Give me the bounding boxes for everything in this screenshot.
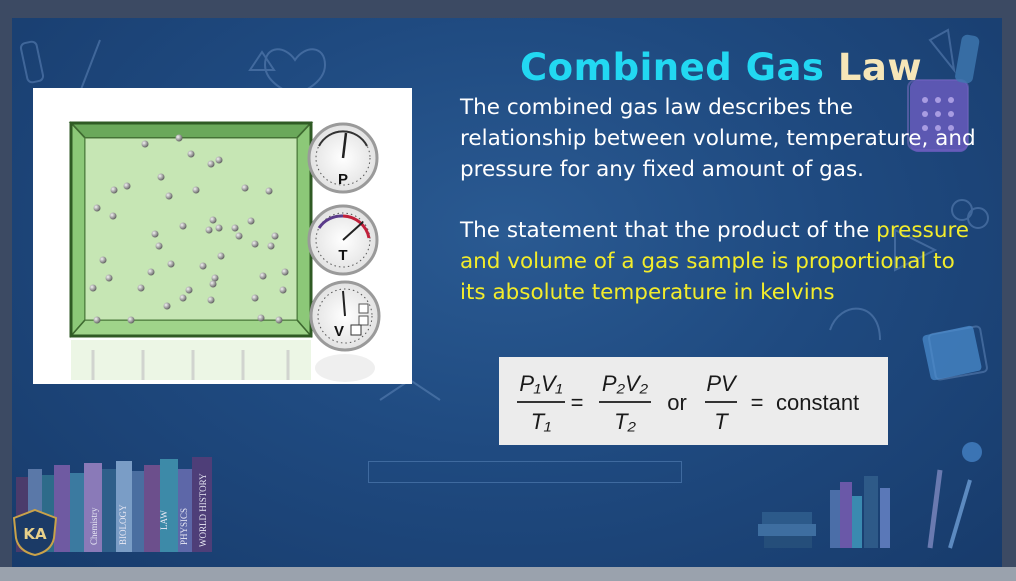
empty-text-box bbox=[368, 461, 682, 483]
paragraph-2 bbox=[460, 215, 980, 308]
book bbox=[132, 471, 144, 552]
eq-rhs-num: PV bbox=[706, 371, 736, 396]
figure-svg bbox=[33, 88, 412, 384]
right-decor bbox=[740, 440, 1002, 555]
volume-gauge bbox=[311, 282, 379, 350]
book bbox=[144, 465, 160, 552]
gauge-p-label: P bbox=[337, 171, 349, 188]
gas-container bbox=[71, 123, 311, 380]
paragraph-2-highlight: pressure and volume of a gas sample is proportional to its absolute temperature in kelvins bbox=[460, 218, 970, 305]
temperature-gauge bbox=[309, 206, 377, 274]
eq-equals-1: = bbox=[570, 390, 584, 415]
equation-box bbox=[499, 357, 888, 445]
eq-lhs-num: P₁V₁ bbox=[519, 371, 563, 396]
gauge-t-label: T bbox=[338, 247, 348, 264]
eq-lhs-den: T₁ bbox=[530, 409, 552, 434]
paragraph-1: The combined gas law describes the relationship between volume, temperature, and pressure for any fixed amount of gas. bbox=[460, 95, 976, 182]
eq-mid-num: P₂V₂ bbox=[601, 371, 649, 396]
eq-mid-den: T₂ bbox=[614, 409, 636, 434]
title-part-2: Law bbox=[837, 46, 923, 89]
eq-rhs-den: T bbox=[714, 409, 728, 434]
book-spine-world-history: WORLD HISTORY bbox=[198, 473, 208, 547]
book-spine-physics: PHYSICS bbox=[179, 507, 189, 545]
paragraph-2-intro: The statement that the product of the bbox=[460, 218, 877, 243]
ka-logo bbox=[10, 508, 60, 556]
pressure-gauge bbox=[309, 124, 377, 192]
gauge-v-label: V bbox=[333, 323, 345, 340]
book-spine-law: LAW bbox=[159, 510, 169, 530]
book-spine-biology: BIOLOGY bbox=[118, 504, 128, 545]
book bbox=[160, 459, 178, 552]
book bbox=[102, 469, 116, 552]
book bbox=[70, 473, 84, 552]
eq-or: or bbox=[667, 390, 687, 415]
title-part-1: Combined Gas bbox=[520, 46, 838, 89]
logo-text: KA bbox=[23, 525, 47, 543]
equation-svg bbox=[499, 357, 888, 445]
eq-constant: constant bbox=[776, 390, 860, 415]
gas-container-figure bbox=[33, 88, 412, 384]
book-spine-chemistry: Chemistry bbox=[89, 507, 99, 545]
eq-equals-2: = bbox=[750, 390, 764, 415]
slide-title bbox=[520, 46, 922, 89]
